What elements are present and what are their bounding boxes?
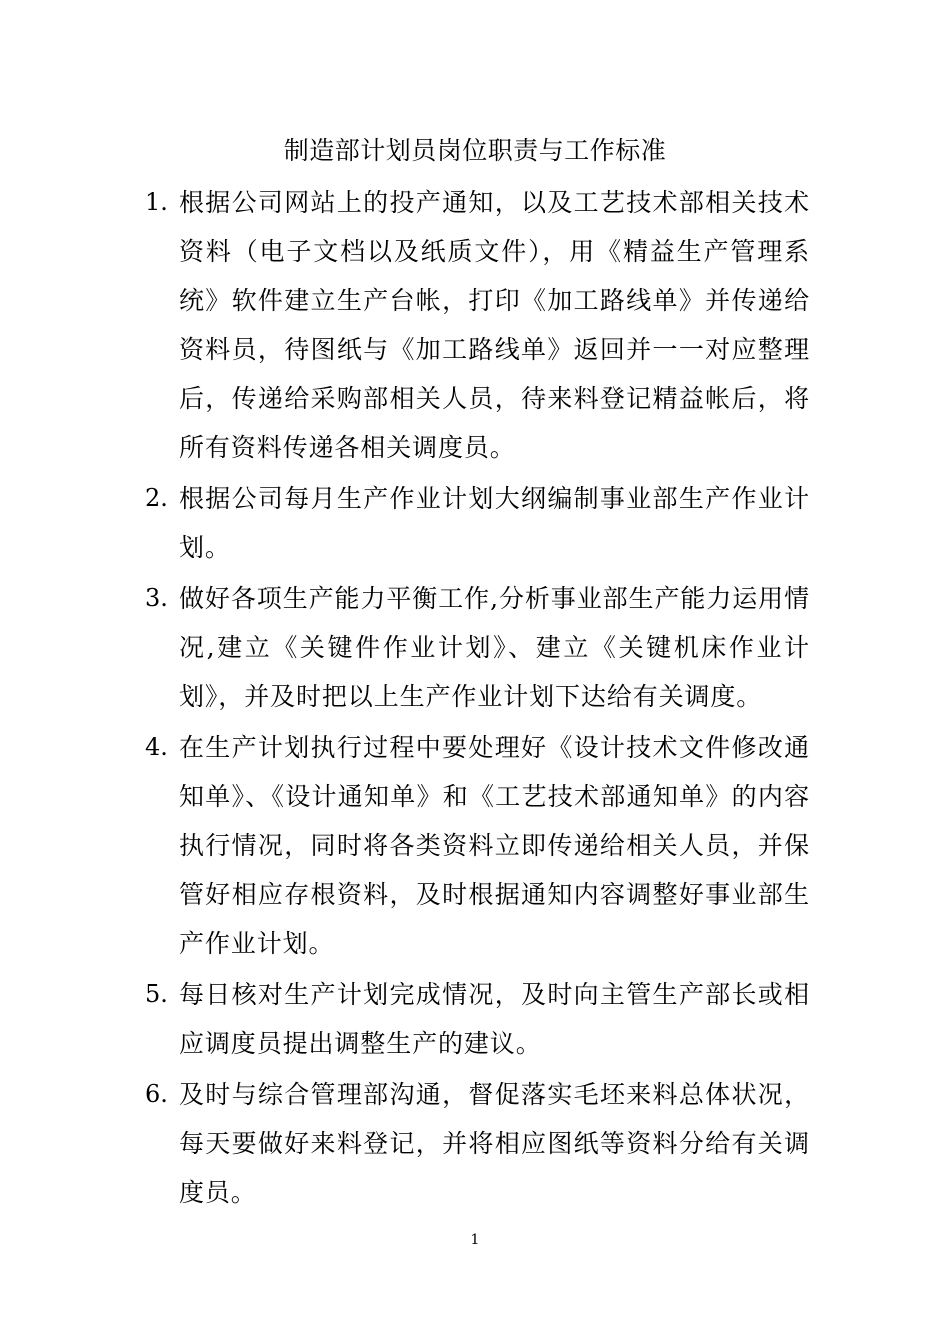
list-item <box>145 574 810 721</box>
item-number: 1. <box>145 188 168 216</box>
item-number: 3. <box>145 584 168 612</box>
list-item <box>145 178 810 472</box>
item-text: 在生产计划执行过程中要处理好《设计技术文件修改通知单》、《设计通知单》和《工艺技术部通知单》的内容执行情况，同时将各类资料立即传递给相关人员，并保管好相应存根资料，及时根据通知内容调整好事业部生产作业计划。 <box>179 733 810 958</box>
list-item <box>145 970 810 1068</box>
item-number: 5. <box>145 980 168 1008</box>
duty-list <box>145 178 810 1219</box>
page-number: 1 <box>470 1232 480 1248</box>
item-text: 及时与综合管理部沟通，督促落实毛坯来料总体状况，每天要做好来料登记，并将相应图纸等资料分给有关调度员。 <box>179 1080 810 1207</box>
document-title: 制造部计划员岗位职责与工作标准 <box>283 136 667 165</box>
item-number: 6. <box>145 1080 168 1108</box>
list-item <box>145 474 810 572</box>
item-text: 每日核对生产计划完成情况，及时向主管生产部长或相应调度员提出调整生产的建议。 <box>179 980 810 1058</box>
list-item <box>145 723 810 968</box>
list-item <box>145 1070 810 1217</box>
item-text: 根据公司网站上的投产通知，以及工艺技术部相关技术资料（电子文档以及纸质文件），用《精益生产管理系统》软件建立生产台帐，打印《加工路线单》并传递给资料员，待图纸与《加工路线单》返回并一一对应整理后，传递给采购部相关人员，待来料登记精益帐后，将所有资料传递各相关调度员。 <box>179 188 810 462</box>
item-text: 根据公司每月生产作业计划大纲编制事业部生产作业计划。 <box>179 484 810 562</box>
item-number: 4. <box>145 733 168 761</box>
item-number: 2. <box>145 484 168 512</box>
item-text: 做好各项生产能力平衡工作,分析事业部生产能力运用情况,建立《关键件作业计划》、建立《关键机床作业计划》，并及时把以上生产作业计划下达给有关调度。 <box>179 584 810 711</box>
